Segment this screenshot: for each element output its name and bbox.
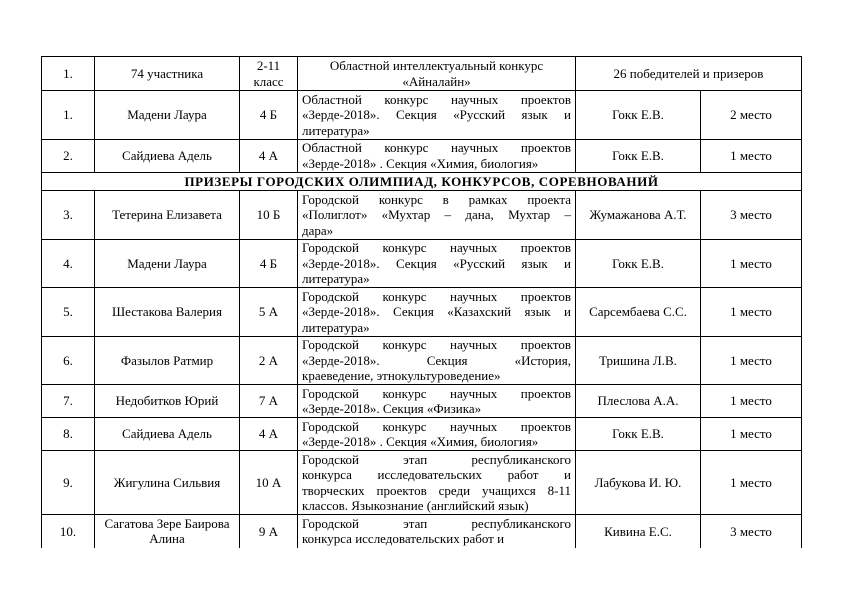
place-result: 1 место — [701, 336, 802, 385]
place-result: 1 место — [701, 288, 802, 337]
student-name: Шестакова Валерия — [95, 288, 240, 337]
table-row — [42, 385, 802, 418]
contest-name — [298, 451, 576, 515]
contest-line: «Зерде-2018». Секция «Русский язык и — [302, 107, 571, 122]
place-result: 1 место — [701, 418, 802, 451]
student-grade: 4 А — [240, 418, 298, 451]
place-result: 1 место — [701, 139, 802, 172]
result-summary: 26 победителей и призеров — [576, 57, 802, 91]
contest-line: Городской конкурс научных проектов — [302, 240, 571, 255]
teacher-name: Гокк Е.В. — [576, 139, 701, 172]
table-row — [42, 288, 802, 337]
student-name: Сайдиева Адель — [95, 139, 240, 172]
table-row — [42, 57, 802, 91]
student-grade: 10 А — [240, 451, 298, 515]
contest-line: Городской этап республиканского — [302, 451, 571, 467]
table-row — [42, 91, 802, 140]
student-grade: 2 А — [240, 336, 298, 385]
grade-range: 2-11 класс — [240, 57, 298, 91]
row-number: 1. — [42, 91, 95, 140]
student-grade: 4 Б — [240, 91, 298, 140]
contest-line: краеведение, этнокультуроведение» — [302, 368, 501, 383]
contest-line: Городской конкурс научных проектов — [302, 288, 571, 304]
row-number: 4. — [42, 239, 95, 288]
contest-name — [298, 385, 576, 418]
teacher-name: Сарсембаева С.С. — [576, 288, 701, 337]
contest-name — [298, 336, 576, 385]
section-title: ПРИЗЕРЫ ГОРОДСКИХ ОЛИМПИАД, КОНКУРСОВ, СОРЕВНОВАНИЙ — [42, 172, 802, 191]
student-name: Недобитков Юрий — [95, 385, 240, 418]
table-row — [42, 515, 802, 548]
participants-count: 74 участника — [95, 57, 240, 91]
contest-line: Городской конкурс научных проектов — [302, 418, 571, 434]
table-row — [42, 239, 802, 288]
row-number: 1. — [42, 57, 95, 91]
teacher-name: Гокк Е.В. — [576, 91, 701, 140]
teacher-name: Кивина Е.С. — [576, 515, 701, 548]
table-row — [42, 336, 802, 385]
row-number: 8. — [42, 418, 95, 451]
contest-line: Городской конкурс научных проектов — [302, 337, 571, 352]
contest-name — [298, 418, 576, 451]
student-grade: 9 А — [240, 515, 298, 548]
table-row — [42, 139, 802, 172]
contest-line: Городской конкурс в рамках проекта — [302, 191, 571, 207]
contest-name — [298, 191, 576, 240]
contest-name: Областной интеллектуальный конкурс «Айналайн» — [298, 57, 576, 91]
student-name: Сайдиева Адель — [95, 418, 240, 451]
contest-line: «Зерде-2018» . Секция «Химия, биология» — [302, 155, 539, 171]
row-number: 2. — [42, 139, 95, 172]
contest-name — [298, 239, 576, 288]
contest-line: «Зерде-2018» . Секция «Химия, биология» — [302, 434, 539, 449]
contest-line: классов. Языкознание (английский язык) — [302, 498, 529, 513]
student-grade: 10 Б — [240, 191, 298, 240]
contest-line: конкурса исследовательских работ и — [302, 467, 571, 482]
contest-name — [298, 139, 576, 172]
contest-name — [298, 288, 576, 337]
row-number: 5. — [42, 288, 95, 337]
contest-name — [298, 515, 576, 548]
student-grade: 5 А — [240, 288, 298, 337]
contest-line: Областной конкурс научных проектов — [302, 140, 571, 155]
contest-line: Городской конкурс научных проектов — [302, 385, 571, 401]
student-name: Мадени Лаура — [95, 91, 240, 140]
place-result: 2 место — [701, 91, 802, 140]
contest-line: «Зерде-2018». Секция «Физика» — [302, 401, 482, 416]
contest-name — [298, 91, 576, 140]
teacher-name: Жумажанова А.Т. — [576, 191, 701, 240]
student-name: Жигулина Сильвия — [95, 451, 240, 515]
place-result: 3 место — [701, 191, 802, 240]
awards-table — [41, 56, 802, 548]
contest-line: «Зерде-2018». Секция «История, — [302, 352, 571, 368]
contest-line: Областной конкурс научных проектов — [302, 91, 571, 107]
teacher-name: Лабукова И. Ю. — [576, 451, 701, 515]
awards-table-body — [42, 57, 802, 548]
student-name: Сагатова Зере Баирова Алина — [95, 515, 240, 548]
row-number: 6. — [42, 336, 95, 385]
contest-line: «Зерде-2018». Секция «Русский язык и — [302, 255, 571, 271]
table-row — [42, 451, 802, 515]
teacher-name: Тришина Л.В. — [576, 336, 701, 385]
contest-line: Городской этап республиканского — [302, 515, 571, 531]
contest-line: «Зерде-2018». Секция «Казахский язык и — [302, 304, 571, 319]
place-result: 1 место — [701, 385, 802, 418]
teacher-name: Плеслова А.А. — [576, 385, 701, 418]
student-name: Тетерина Елизавета — [95, 191, 240, 240]
table-row — [42, 191, 802, 240]
teacher-name: Гокк Е.В. — [576, 239, 701, 288]
contest-line: литература» — [302, 319, 370, 335]
student-grade: 4 А — [240, 139, 298, 172]
contest-line: творческих проектов среди учащихся 8-11 — [302, 482, 571, 498]
row-number: 9. — [42, 451, 95, 515]
contest-line: литература» — [302, 271, 370, 286]
place-result: 1 место — [701, 451, 802, 515]
row-number: 3. — [42, 191, 95, 240]
place-result: 3 место — [701, 515, 802, 548]
row-number: 7. — [42, 385, 95, 418]
contest-line: литература» — [302, 122, 370, 138]
contest-line: конкурса исследовательских работ и — [302, 531, 505, 547]
section-heading-row — [42, 172, 802, 191]
student-name: Фазылов Ратмир — [95, 336, 240, 385]
place-result: 1 место — [701, 239, 802, 288]
student-name: Мадени Лаура — [95, 239, 240, 288]
teacher-name: Гокк Е.В. — [576, 418, 701, 451]
student-grade: 7 А — [240, 385, 298, 418]
row-number: 10. — [42, 515, 95, 548]
student-grade: 4 Б — [240, 239, 298, 288]
contest-line: дара» — [302, 222, 334, 238]
contest-line: «Полиглот» «Мухтар – дана, Мухтар – — [302, 207, 571, 222]
table-row — [42, 418, 802, 451]
